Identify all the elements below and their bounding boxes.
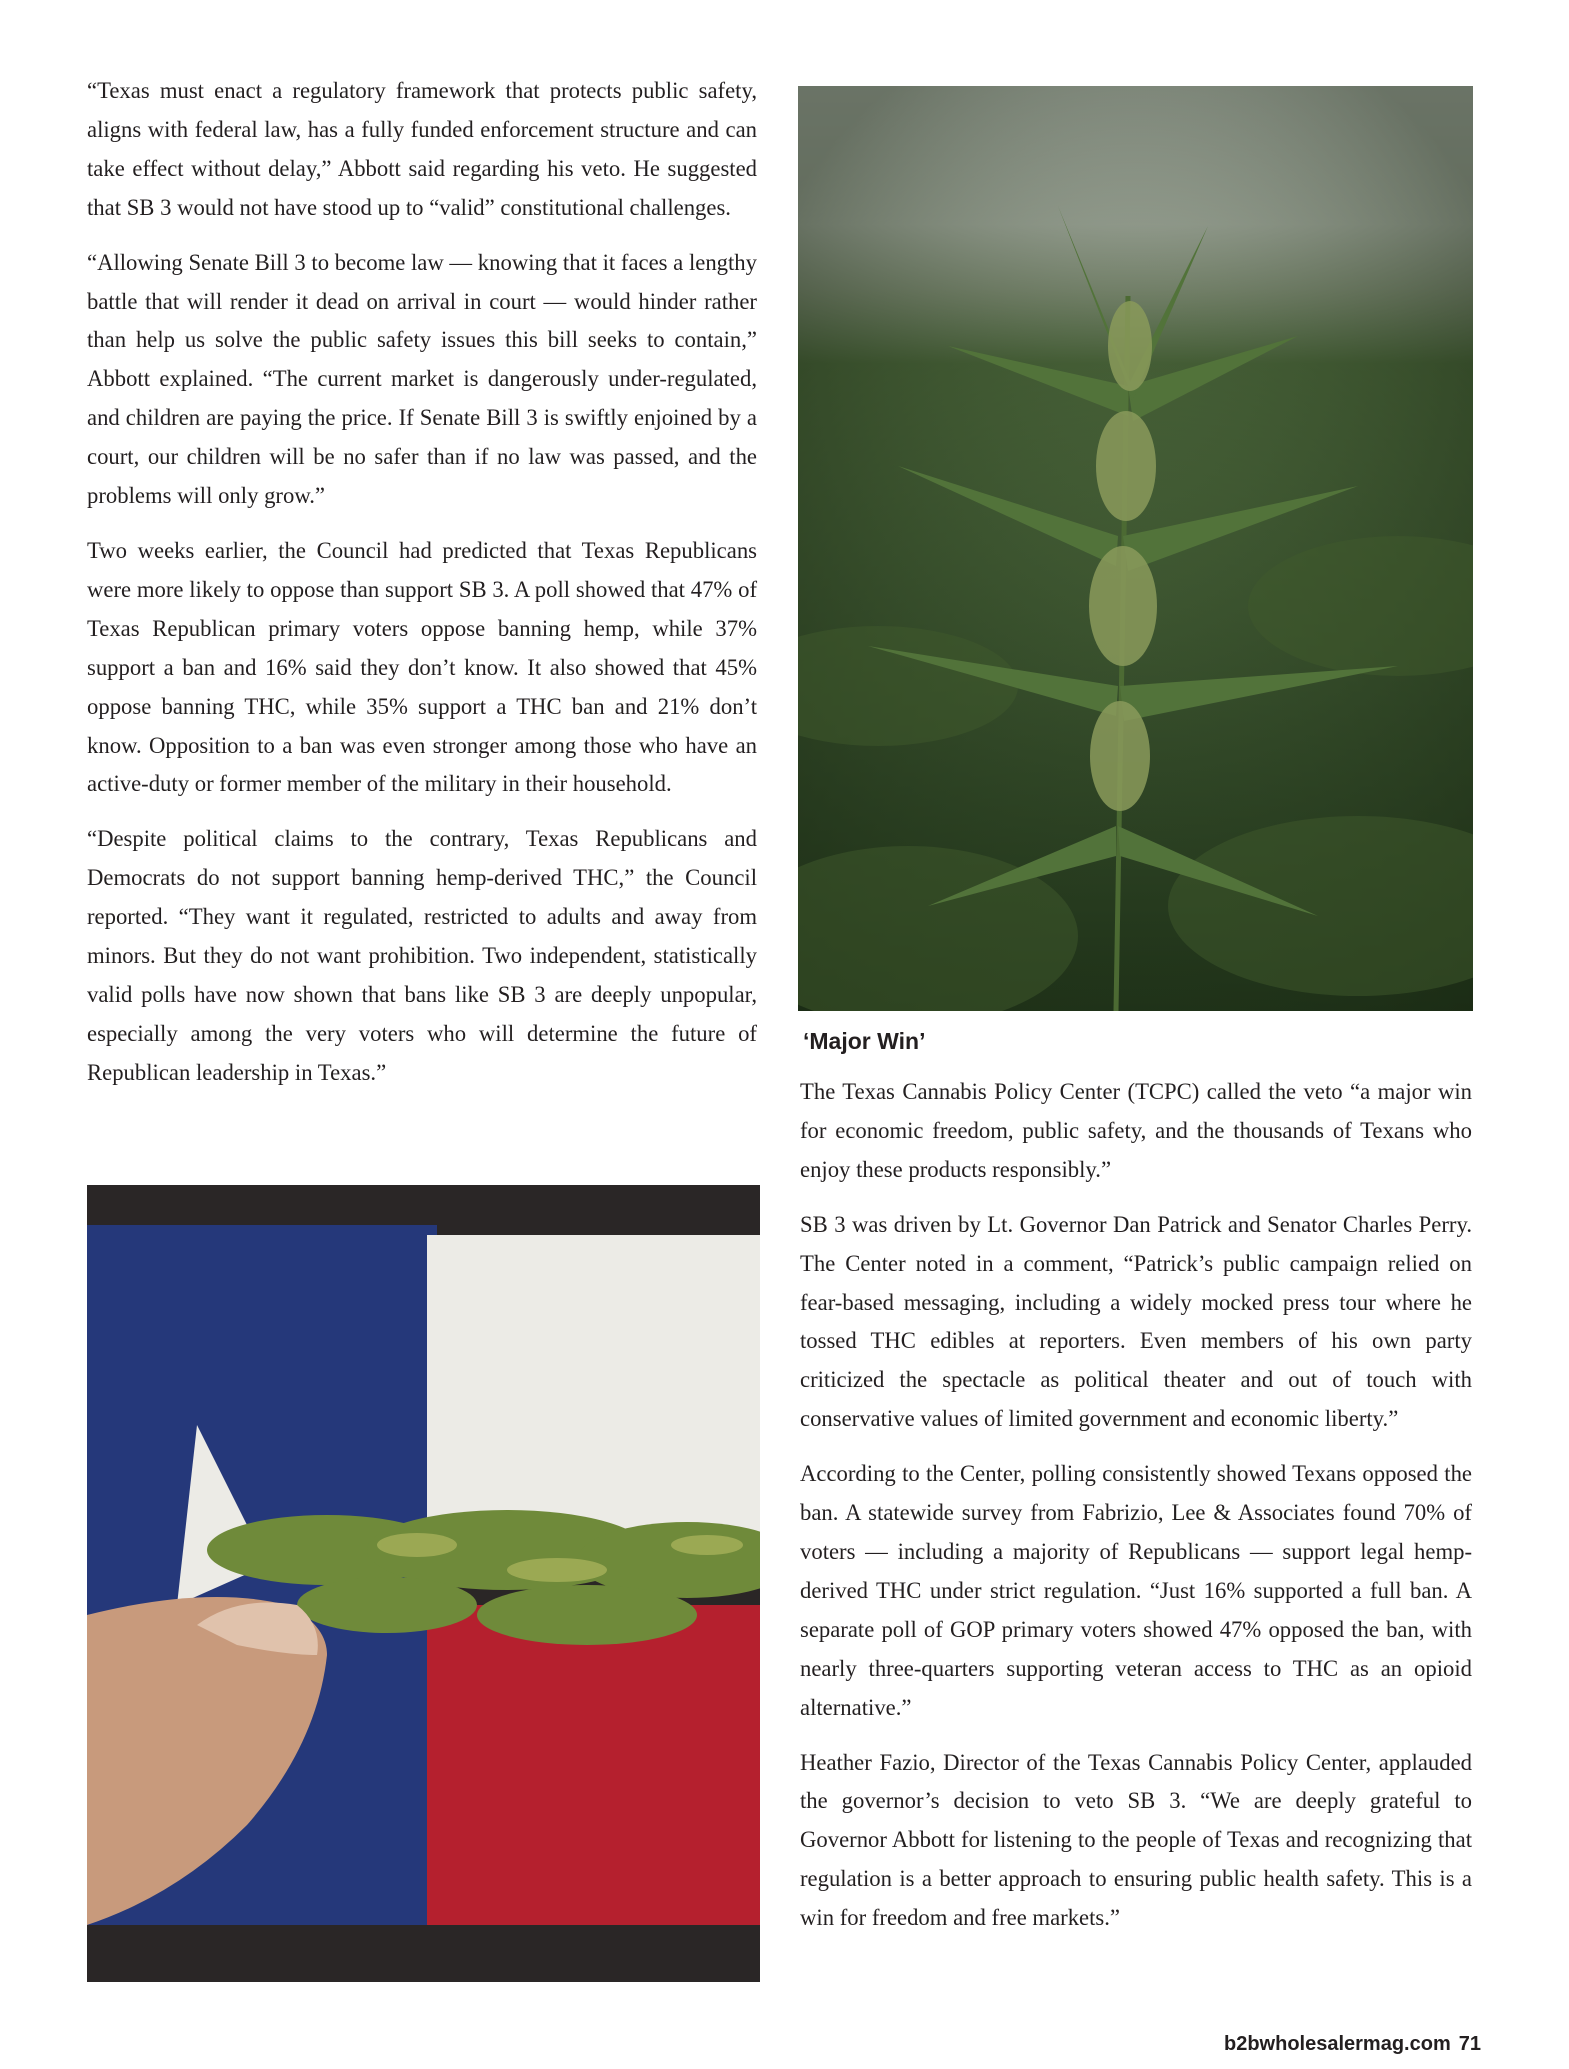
paragraph: Two weeks earlier, the Council had predicted that Texas Republicans were more likely to oppose than support SB 3. A poll showed that 47% of Texas Republican primary voters oppose banning hemp, while 37% support a ban and 16% said they don’t know. It also showed that 45% oppose banning THC, while 35% support a THC ban and 21% don’t know. Opposition to a ban was even stronger among those who have an active-duty or former member of the military in their household.: [87, 537, 757, 797]
cannabis-plant-photo: [798, 86, 1473, 1011]
left-column: [87, 72, 757, 1109]
page-number: 71: [1458, 2033, 1481, 2055]
paragraph: According to the Center, polling consistently showed Texans opposed the ban. A statewide survey from Fabrizio, Lee & Associates found 70% of voters — including a majority of Republicans — support legal hemp-derived THC under strict regulation. “Just 16% supported a full ban. A separate poll of GOP primary voters showed 47% opposed the ban, with nearly three-quarters supporting veteran access to THC as an opioid alternative.”: [800, 1461, 1472, 1720]
footer-site: b2bwholesalermag.com: [1224, 2033, 1451, 2055]
paragraph: The Texas Cannabis Policy Center (TCPC) called the veto “a major win for economic freedom, public safety, and the thousands of Texans who enjoy these products responsibly.”: [800, 1079, 1472, 1182]
paragraph: “Allowing Senate Bill 3 to become law — knowing that it faces a lengthy battle that will render it dead on arrival in court — would hinder rather than help us solve the public safety issues this bill seeks to contain,” Abbott explained. “The current market is dangerously under-regulated, and children are paying the price. If Senate Bill 3 is swiftly enjoined by a court, our children will be no safer than if no law was passed, and the problems will only grow.”: [87, 249, 757, 509]
paragraph: Heather Fazio, Director of the Texas Cannabis Policy Center, applauded the governor’s decision to veto SB 3. “We are deeply grateful to Governor Abbott for listening to the people of Texas and recognizing that regulation is a better approach to ensuring public health safety. This is a win for freedom and free markets.”: [800, 1749, 1472, 1931]
paragraph: SB 3 was driven by Lt. Governor Dan Patrick and Senator Charles Perry. The Center noted in a comment, “Patrick’s public campaign relied on fear-based messaging, including a widely mocked press tour where he tossed THC edibles at reporters. Even members of his own party criticized the spectacle as political theater and out of touch with conservative values of limited government and economic liberty.”: [800, 1211, 1472, 1432]
paragraph: “Despite political claims to the contrary, Texas Republicans and Democrats do not support banning hemp-derived THC,” the Council reported. “They want it regulated, restricted to adults and away from minors. But they do not want prohibition. Two independent, statistically valid polls have now shown that bans like SB 3 are deeply unpopular, especially among the very voters who will determine the future of Republican leadership in Texas.”: [87, 826, 757, 1085]
page-footer: [1224, 2033, 1481, 2056]
paragraph: “Texas must enact a regulatory framework that protects public safety, aligns with federal law, has a fully funded enforcement structure and can take effect without delay,” Abbott said regarding his veto. He suggested that SB 3 would not have stood up to “valid” constitutional challenges.: [87, 78, 757, 220]
right-column: [800, 1073, 1472, 1954]
section-subhead: ‘Major Win’: [803, 1028, 926, 1054]
texas-flag-cannabis-photo: [87, 1185, 760, 1982]
